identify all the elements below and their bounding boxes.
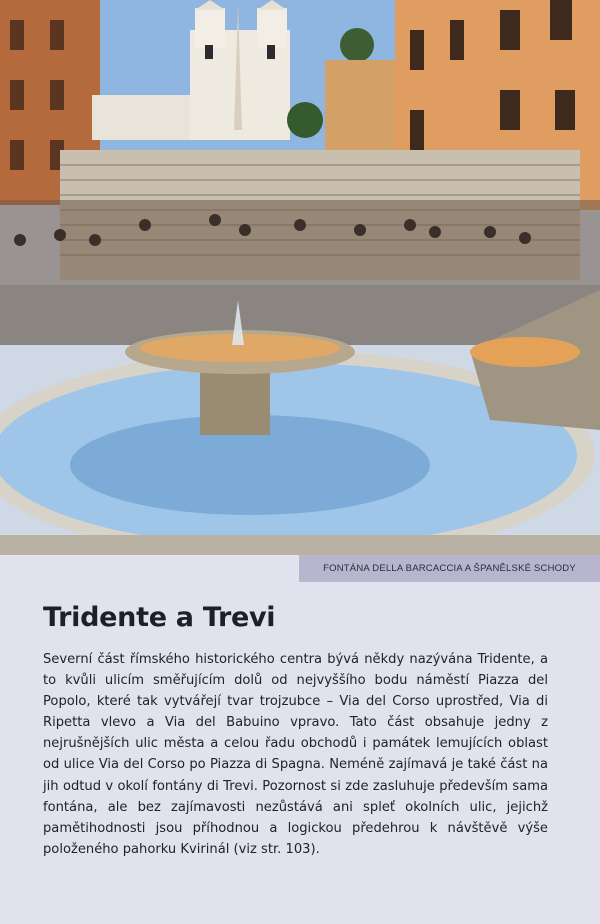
article-body: Severní část římského historického centra bývá někdy nazývána Tridente, a to kvůli ulicím směřujícím dolů od nejvyššího bodu náměstí Piazza del Popolo, které tak vytvářejí tvar trojzubce – Via del Corso uprostřed, Via di Ripetta vlevo a Via del Babuino vpravo. Tato část obsahuje jedny z nejrušnějších ulic města a celou řadu obchodů i památek lemujících oblast od ulice Via del Corso po Piazza di Spagna. Neméně zajímavá je také část na jih odtud v okolí fontány di Trevi. Pozornost si zde zasluhuje především sama fontána, ale bez zajímavosti nezůstává ani spleť okolních ulic, jejichž pamětihodnosti jsou příhodnou a logickou předehrou k návštěvě výše položeného pahorku Kvirinál (viz str. 103). bbox=[43, 652, 548, 857]
page-title: Tridente a Trevi bbox=[43, 602, 276, 633]
photo-caption: FONTÁNA DELLA BARCACCIA A ŠPANĚLSKÉ SCHODY bbox=[299, 555, 600, 582]
